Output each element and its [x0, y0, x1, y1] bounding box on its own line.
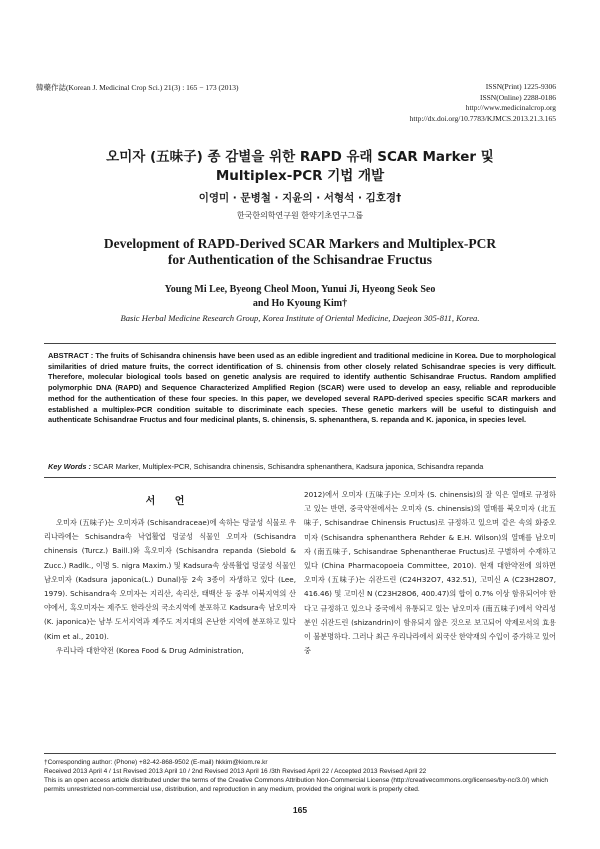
english-title-line-2: for Authentication of the Schisandrae Fructus: [167, 252, 433, 267]
right-column: [304, 488, 556, 658]
korean-title-line-2: Multiplex-PCR 기법 개발: [215, 168, 385, 184]
corresponding-author: †Corresponding author: (Phone) +82-42-868-9502 (E-mail) hkkim@kiom.re.kr: [44, 759, 268, 766]
english-authors-line-2: and Ho Kyoung Kim†: [252, 298, 348, 309]
journal-url[interactable]: http://www.medicinalcrop.org: [465, 103, 556, 112]
section-heading: 서 언: [145, 496, 193, 507]
journal-identifiers: [410, 82, 556, 124]
journal-citation: 韓藥作誌(Korean J. Medicinal Crop Sci.) 21(3) : 165 − 173 (2013): [36, 83, 239, 92]
issn-print: ISSN(Print) 1225-9306: [485, 82, 556, 91]
keywords: [48, 462, 556, 471]
keywords-label: Key Words :: [48, 462, 91, 471]
paragraph: 2012)에서 오미자 (五味子)는 오미자 (S. chinensis)의 잘 익은 열매로 규정하고 있는 반면, 중국약전에서는 오미자 (S. chinensis)의 열매를 북오미자 (北五味子, Schisandrae Chinensis Fructus)로 규정하고 있으며 같은 속의 화중오미자 (Schisandra sphenanthera Rehder & E.H. Wilson)의 열매를 남오미자 (南五味子, Schisandrae Sphenantherae Fructus)로 구별하여 수재하고 있다 (China Pharmacopoeia Committee, 2010). 현재 대한약전에 의하면 오미자 (五味子)는 쉬잔드린 (C24H32O7, 432.51), 고미신 A (C23H28O7, 416.46) 및 고미신 N (C23H28O6, 400.47)의 합이 0.7% 이상 함유되어야 한다고 규정하고 있으나 중국에서 유통되고 있는 남오미자 (南五味子)에서 약리성분인 쉬잔드린 (shizandrin)이 함유되지 않은 것으로 보고되어 약제로서의 효용이 불분명하다. 그러나 최근 우리나라에서 외국산 한약재의 수입이 증가하고 있어 중: [304, 490, 556, 656]
doi-link[interactable]: http://dx.doi.org/10.7783/KJMCS.2013.21.3.165: [409, 113, 556, 123]
abstract-bottom-rule: [44, 477, 556, 478]
paragraph: 오미자 (五味子)는 오미자과 (Schisandraceae)에 속하는 덩굴성 식물로 우리나라에는 Schisandra속 낙엽활엽 덩굴성 식물인 오미자 (Schisandra chinensis (Turcz.) Baill.)와 흑오미자 (Schisandra repanda (Siebold & Zucc.) Radlk., 이명 S. nigra Maxim.) 및 Kadsura속 상록활엽 덩굴성 식물인 남오미자 (Kadsura japonica(L.) Dunal)등 2속 3종이 자생하고 있다 (Lee, 1979). Schisandra속 오미자는 지리산, 속리산, 태백산 등 중부 이북지역의 산야에서, 흑오미자는 제주도 한라산의 국소지역에 분포하고 Kadsura속 남오미자 (K. japonica)는 남부 도서지역과 제주도 저지대의 온난한 지역에 분포하고 있다 (Kim et al., 2010).: [44, 518, 296, 641]
keywords-text: SCAR Marker, Multiplex-PCR, Schisandra chinensis, Schisandra sphenanthera, Kadsura japonica, Schisandra repanda: [93, 462, 484, 471]
footnote-rule: [44, 753, 556, 754]
abstract: ABSTRACT : The fruits of Schisandra chinensis have been used as an edible ingredient and traditional medicine in Korea. Due to morphological similarities of dried mature fruits, the correct identification of S. chinensis from other closely related Schisandrae species is very difficult. Therefore, molecular biological tools based on genetic analysis are required to identify authentic Schisandrae Fructus. Random amplified polymorphic DNA (RAPD) and Sequence Characterized Amplified Region (SCAR) were used to develop an easy, reliable and reproducible method for the authentication of these four species. In this paper, we developed several RAPD-derived species specific SCAR markers and established a multiplex-PCR condition suitable to discriminate each species. These genetic markers will be useful to distinguish and authenticate Schisandrae Fructus and four medicinal plants, S. chinensis, S. sphenanthera, S. repanda and K. japonica, in species level.: [48, 351, 556, 425]
korean-affiliation: 한국한의학연구원 한약기초연구그룹: [236, 211, 364, 220]
page-number: 165: [292, 805, 308, 815]
footnotes: [44, 758, 556, 794]
korean-authors: 이영미 · 문병철 · 지윤의 · 서형석 · 김호경†: [198, 192, 402, 204]
paragraph: 우리나라 대한약전 (Korea Food & Drug Administration,: [56, 645, 244, 655]
korean-title-line-1: 오미자 (五味子) 종 감별을 위한 RAPD 유래 SCAR Marker 및: [106, 149, 494, 165]
license-notice: This is an open access article distributed under the terms of the Creative Commons Attribution Non-Commercial License (http://creativecommons.org/licenses/by-nc/3.0/) which permits unrestricted non-commercial use, distribution, and reproduction in any medium, provided the original work is properly cited.: [44, 777, 548, 793]
issn-online: ISSN(Online) 2288-0186: [479, 92, 556, 102]
english-affiliation: Basic Herbal Medicine Research Group, Korea Institute of Oriental Medicine, Daejeon 305-811, Korea.: [120, 313, 480, 323]
korean-title: [0, 148, 600, 186]
english-authors: [0, 283, 600, 311]
english-authors-line-1: Young Mi Lee, Byeong Cheol Moon, Yunui Ji, Hyeong Seok Seo: [164, 284, 436, 295]
received-dates: Received 2013 April 4 / 1st Revised 2013 April 10 / 2nd Revised 2013 April 16 /3th Revised April 22 / Accepted 2013 Revised April 22: [44, 768, 427, 775]
english-title: [0, 236, 600, 268]
english-title-line-1: Development of RAPD-Derived SCAR Markers and Multiplex-PCR: [103, 236, 497, 251]
abstract-top-rule: [44, 343, 556, 344]
left-column: [44, 516, 296, 658]
